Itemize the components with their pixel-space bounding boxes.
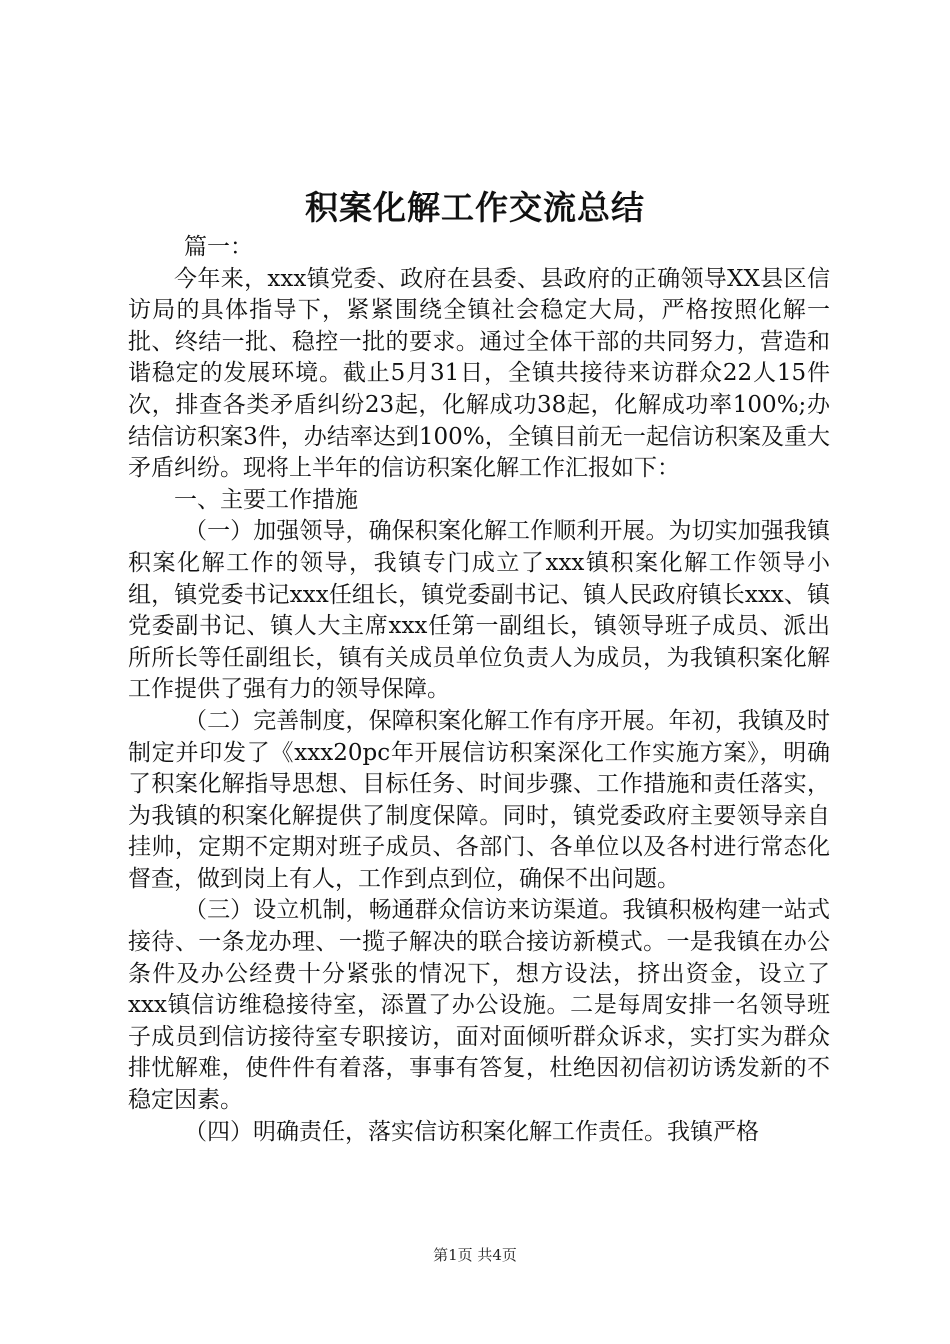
- section-heading: 一、主要工作措施: [174, 486, 358, 513]
- paragraph-measure-2: （二）完善制度，保障积案化解工作有序开展。年初，我镇及时制定并印发了《xxx20pc年开展信访积案深化工作实施方案》，明确了积案化解指导思想、目标任务、时间步骤、工作措施和责任落实，为我镇的积案化解提供了制度保障。同时，镇党委政府主要领导亲自挂帅，定期不定期对班子成员、各部门、各单位以及各村进行常态化督查，做到岗上有人，工作到点到位，确保不出问题。: [128, 707, 830, 892]
- document-title: 积案化解工作交流总结: [305, 188, 645, 227]
- page-footer: 第1页 共4页: [433, 1246, 517, 1264]
- paragraph-intro: 今年来，xxx镇党委、政府在县委、县政府的正确领导XX县区信访局的具体指导下，紧紧围绕全镇社会稳定大局，严格按照化解一批、终结一批、稳控一批的要求。通过全体干部的共同努力，营造和谐稳定的发展环境。截止5月31日，全镇共接待来访群众22人15件次，排查各类矛盾纠纷23起，化解成功38起，化解成功率100%;办结信访积案3件，办结率达到100%，全镇目前无一起信访积案及重大矛盾纠纷。现将上半年的信访积案化解工作汇报如下：: [128, 265, 830, 482]
- paragraph-measure-4: （四）明确责任，落实信访积案化解工作责任。我镇严格: [184, 1118, 759, 1145]
- paragraph-measure-3: （三）设立机制，畅通群众信访来访渠道。我镇积极构建一站式接待、一条龙办理、一揽子解决的联合接访新模式。一是我镇在办公条件及办公经费十分紧张的情况下，想方设法，挤出资金，设立了xxx镇信访维稳接待室，添置了办公设施。二是每周安排一名领导班子成员到信访接待室专职接访，面对面倾听群众诉求，实打实为群众排忧解难，使件件有着落，事事有答复，杜绝因初信初访诱发新的不稳定因素。: [128, 897, 830, 1114]
- document-body: [128, 232, 830, 1148]
- section-label: 篇一：: [184, 234, 253, 260]
- paragraph-measure-1: （一）加强领导，确保积案化解工作顺利开展。为切实加强我镇积案化解工作的领导，我镇专门成立了xxx镇积案化解工作领导小组，镇党委书记xxx任组长，镇党委副书记、镇人民政府镇长xxx、镇党委副书记、镇人大主席xxx任第一副组长，镇领导班子成员、派出所所长等任副组长，镇有关成员单位负责人为成员，为我镇积案化解工作提供了强有力的领导保障。: [128, 518, 830, 703]
